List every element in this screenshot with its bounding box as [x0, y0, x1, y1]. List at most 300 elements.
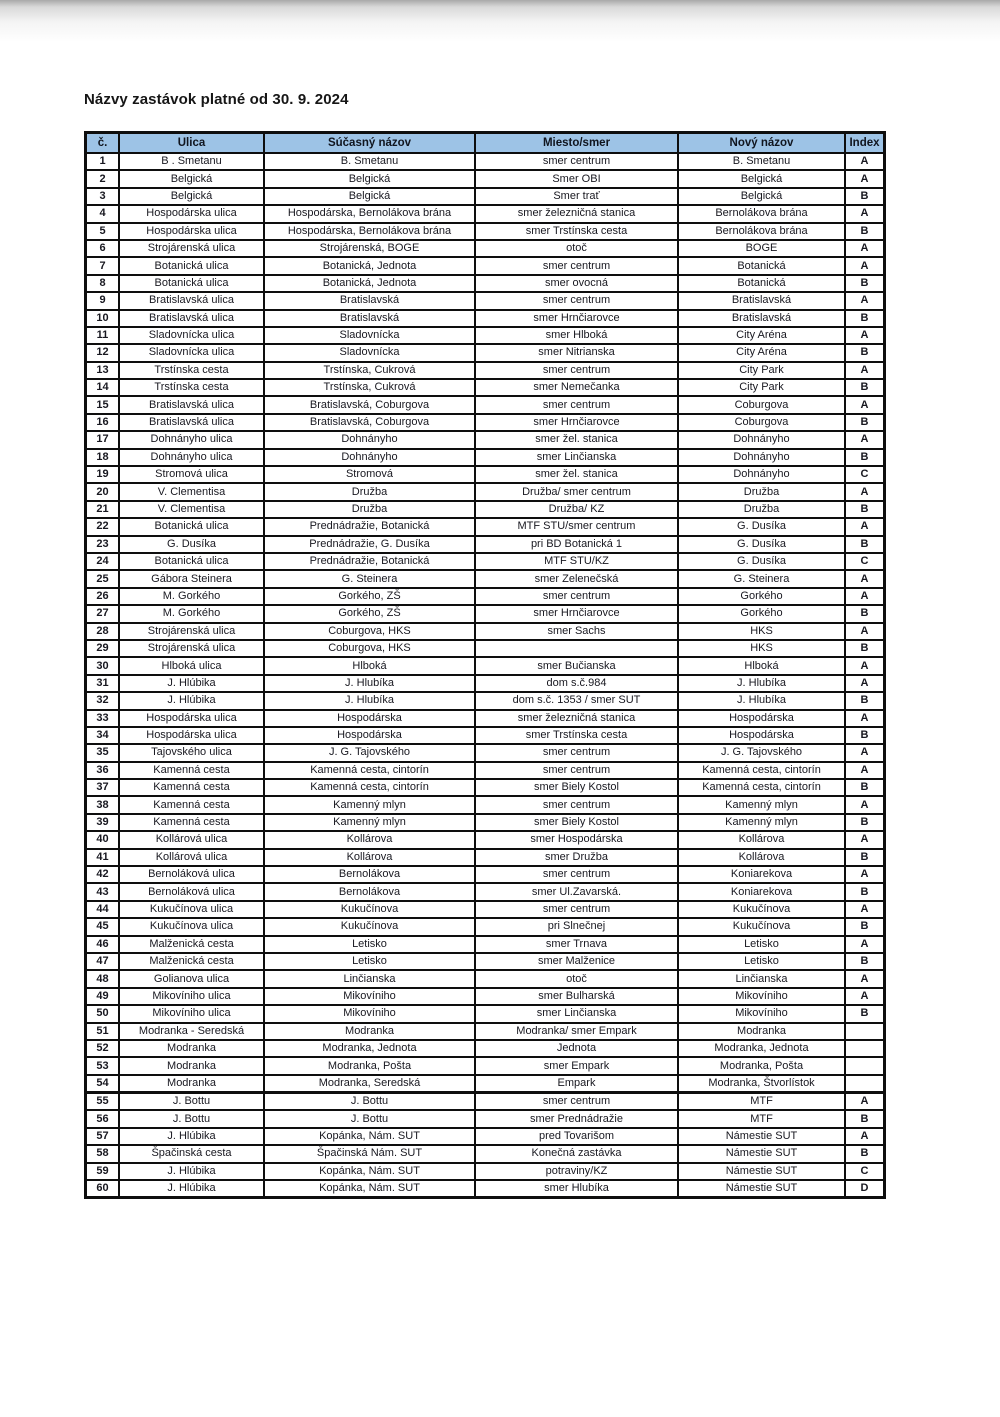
current-name-cell: Kamenná cesta, cintorín	[264, 762, 475, 779]
index-cell: A	[845, 831, 885, 848]
index-cell: B	[845, 779, 885, 796]
number-cell: 35	[86, 744, 120, 761]
new-name-cell: City Aréna	[678, 344, 845, 361]
place-direction-cell: smer Biely Kostol	[475, 779, 678, 796]
number-cell: 59	[86, 1163, 120, 1180]
number-cell: 2	[86, 170, 120, 187]
table-row	[86, 414, 885, 431]
current-name-cell: Prednádražie, G. Dusíka	[264, 536, 475, 553]
place-direction-cell: Jednota	[475, 1040, 678, 1057]
current-name-cell: Modranka, Pošta	[264, 1057, 475, 1074]
number-cell: 4	[86, 205, 120, 222]
new-name-cell: Družba	[678, 483, 845, 500]
index-cell: B	[845, 536, 885, 553]
number-cell: 44	[86, 901, 120, 918]
street-cell: Hospodárska ulica	[119, 205, 264, 222]
index-cell	[845, 1040, 885, 1057]
street-cell: J. Hlúbika	[119, 1163, 264, 1180]
place-direction-cell: otoč	[475, 240, 678, 257]
table-row	[86, 640, 885, 657]
table-row	[86, 588, 885, 605]
place-direction-cell: smer žel. stanica	[475, 466, 678, 483]
new-name-cell: J. G. Tajovského	[678, 744, 845, 761]
index-cell	[845, 1023, 885, 1040]
number-cell: 55	[86, 1093, 120, 1111]
current-name-cell: Coburgova, HKS	[264, 640, 475, 657]
new-name-cell: B. Smetanu	[678, 153, 845, 170]
header-current-name: Súčasný názov	[264, 133, 475, 154]
index-cell: A	[845, 623, 885, 640]
new-name-cell: MTF	[678, 1093, 845, 1111]
table-row	[86, 623, 885, 640]
street-cell: Malženická cesta	[119, 953, 264, 970]
new-name-cell: HKS	[678, 623, 845, 640]
number-cell: 33	[86, 710, 120, 727]
table-row	[86, 240, 885, 257]
table-row	[86, 814, 885, 831]
index-cell: B	[845, 953, 885, 970]
street-cell: Dohnányho ulica	[119, 431, 264, 448]
street-cell: Botanická ulica	[119, 553, 264, 570]
new-name-cell: City Aréna	[678, 327, 845, 344]
place-direction-cell: Smer OBI	[475, 170, 678, 187]
street-cell: Bratislavská ulica	[119, 396, 264, 413]
current-name-cell: Trstínska, Cukrová	[264, 362, 475, 379]
index-cell: C	[845, 1163, 885, 1180]
number-cell: 43	[86, 883, 120, 900]
index-cell: B	[845, 1005, 885, 1022]
street-cell: J. Bottu	[119, 1110, 264, 1127]
street-cell: Strojárenská ulica	[119, 240, 264, 257]
place-direction-cell: smer Hrnčiarovce	[475, 414, 678, 431]
street-cell: Strojárenská ulica	[119, 640, 264, 657]
table-row	[86, 396, 885, 413]
current-name-cell: Letisko	[264, 936, 475, 953]
index-cell: A	[845, 170, 885, 187]
table-row	[86, 518, 885, 535]
place-direction-cell: smer centrum	[475, 796, 678, 813]
place-direction-cell: smer Trstínska cesta	[475, 223, 678, 240]
table-row	[86, 275, 885, 292]
place-direction-cell: Empark	[475, 1075, 678, 1093]
new-name-cell: Kukučínova	[678, 918, 845, 935]
table-row	[86, 657, 885, 674]
current-name-cell: Modranka	[264, 1023, 475, 1040]
new-name-cell: Bernolákova brána	[678, 223, 845, 240]
current-name-cell: Modranka, Jednota	[264, 1040, 475, 1057]
number-cell: 36	[86, 762, 120, 779]
current-name-cell: Dohnányho	[264, 431, 475, 448]
place-direction-cell: smer Trstínska cesta	[475, 727, 678, 744]
index-cell: A	[845, 431, 885, 448]
place-direction-cell: smer Trnava	[475, 936, 678, 953]
number-cell: 28	[86, 623, 120, 640]
new-name-cell: Kollárova	[678, 831, 845, 848]
table-row	[86, 553, 885, 570]
number-cell: 47	[86, 953, 120, 970]
current-name-cell: Bratislavská, Coburgova	[264, 396, 475, 413]
new-name-cell: Kamenný mlyn	[678, 814, 845, 831]
new-name-cell: Gorkého	[678, 588, 845, 605]
new-name-cell: Letisko	[678, 936, 845, 953]
new-name-cell: Gorkého	[678, 605, 845, 622]
current-name-cell: Dohnányho	[264, 449, 475, 466]
table-row	[86, 831, 885, 848]
table-row	[86, 901, 885, 918]
table-row	[86, 1023, 885, 1040]
index-cell: B	[845, 849, 885, 866]
current-name-cell: Kollárova	[264, 831, 475, 848]
current-name-cell: J. G. Tajovského	[264, 744, 475, 761]
index-cell: A	[845, 518, 885, 535]
place-direction-cell: smer Zelenečská	[475, 570, 678, 587]
table-row	[86, 379, 885, 396]
index-cell: B	[845, 501, 885, 518]
table-row	[86, 918, 885, 935]
index-cell: B	[845, 1145, 885, 1162]
number-cell: 52	[86, 1040, 120, 1057]
new-name-cell: Coburgova	[678, 414, 845, 431]
street-cell: Belgická	[119, 170, 264, 187]
place-direction-cell: smer železničná stanica	[475, 710, 678, 727]
table-row	[86, 727, 885, 744]
street-cell: Sladovnícka ulica	[119, 344, 264, 361]
new-name-cell: Námestie SUT	[678, 1163, 845, 1180]
number-cell: 45	[86, 918, 120, 935]
table-row	[86, 970, 885, 987]
header-place-direction: Miesto/smer	[475, 133, 678, 154]
place-direction-cell: smer centrum	[475, 588, 678, 605]
place-direction-cell: smer centrum	[475, 866, 678, 883]
place-direction-cell: otoč	[475, 970, 678, 987]
current-name-cell: Gorkého, ZŠ	[264, 605, 475, 622]
table-body	[86, 153, 885, 1198]
street-cell: Strojárenská ulica	[119, 623, 264, 640]
place-direction-cell: smer Sachs	[475, 623, 678, 640]
current-name-cell: Kopánka, Nám. SUT	[264, 1128, 475, 1145]
index-cell: A	[845, 796, 885, 813]
number-cell: 16	[86, 414, 120, 431]
place-direction-cell: smer centrum	[475, 362, 678, 379]
street-cell: B . Smetanu	[119, 153, 264, 170]
place-direction-cell: smer Empark	[475, 1057, 678, 1074]
table-row	[86, 1163, 885, 1180]
street-cell: J. Hlúbika	[119, 1128, 264, 1145]
place-direction-cell: Smer trať	[475, 188, 678, 205]
new-name-cell: G. Dusíka	[678, 518, 845, 535]
index-cell: B	[845, 344, 885, 361]
table-row	[86, 327, 885, 344]
number-cell: 11	[86, 327, 120, 344]
street-cell: Golianova ulica	[119, 970, 264, 987]
place-direction-cell: pri Slnečnej	[475, 918, 678, 935]
header-index: Index	[845, 133, 885, 154]
street-cell: J. Hlúbika	[119, 1180, 264, 1198]
index-cell: B	[845, 449, 885, 466]
new-name-cell: J. Hlubíka	[678, 675, 845, 692]
index-cell: C	[845, 553, 885, 570]
index-cell: B	[845, 379, 885, 396]
table-row	[86, 1110, 885, 1127]
street-cell: Bratislavská ulica	[119, 310, 264, 327]
current-name-cell: Belgická	[264, 188, 475, 205]
table-row	[86, 536, 885, 553]
table-row	[86, 883, 885, 900]
new-name-cell: Koniarekova	[678, 883, 845, 900]
current-name-cell: Hlboká	[264, 657, 475, 674]
place-direction-cell: smer centrum	[475, 1093, 678, 1111]
current-name-cell: Kopánka, Nám. SUT	[264, 1163, 475, 1180]
street-cell: G. Dusíka	[119, 536, 264, 553]
street-cell: Kamenná cesta	[119, 762, 264, 779]
number-cell: 10	[86, 310, 120, 327]
current-name-cell: Botanická, Jednota	[264, 275, 475, 292]
street-cell: M. Gorkého	[119, 605, 264, 622]
number-cell: 46	[86, 936, 120, 953]
place-direction-cell: smer Prednádražie	[475, 1110, 678, 1127]
number-cell: 21	[86, 501, 120, 518]
number-cell: 25	[86, 570, 120, 587]
place-direction-cell: smer Linčianska	[475, 449, 678, 466]
street-cell: Mikovíniho ulica	[119, 988, 264, 1005]
table-row	[86, 344, 885, 361]
index-cell: A	[845, 1128, 885, 1145]
number-cell: 9	[86, 292, 120, 309]
number-cell: 13	[86, 362, 120, 379]
street-cell: J. Hlúbika	[119, 692, 264, 709]
place-direction-cell: smer Linčianska	[475, 1005, 678, 1022]
current-name-cell: Hospodárska, Bernolákova brána	[264, 205, 475, 222]
street-cell: Kollárová ulica	[119, 831, 264, 848]
number-cell: 41	[86, 849, 120, 866]
current-name-cell: J. Bottu	[264, 1110, 475, 1127]
new-name-cell: Modranka, Pošta	[678, 1057, 845, 1074]
index-cell: B	[845, 1110, 885, 1127]
street-cell: Gábora Steinera	[119, 570, 264, 587]
new-name-cell: Botanická	[678, 275, 845, 292]
number-cell: 53	[86, 1057, 120, 1074]
new-name-cell: Botanická	[678, 257, 845, 274]
number-cell: 23	[86, 536, 120, 553]
index-cell	[845, 1057, 885, 1074]
table-row	[86, 675, 885, 692]
new-name-cell: Linčianska	[678, 970, 845, 987]
number-cell: 40	[86, 831, 120, 848]
index-cell: A	[845, 153, 885, 170]
street-cell: Modranka	[119, 1040, 264, 1057]
table-row	[86, 153, 885, 170]
number-cell: 49	[86, 988, 120, 1005]
table-row	[86, 501, 885, 518]
new-name-cell: Hlboká	[678, 657, 845, 674]
index-cell: B	[845, 640, 885, 657]
table-header	[86, 133, 885, 154]
index-cell: B	[845, 814, 885, 831]
place-direction-cell: dom s.č.984	[475, 675, 678, 692]
street-cell: Dohnányho ulica	[119, 449, 264, 466]
table-row	[86, 1057, 885, 1074]
number-cell: 1	[86, 153, 120, 170]
number-cell: 8	[86, 275, 120, 292]
street-cell: Kukučínova ulica	[119, 918, 264, 935]
new-name-cell: Kamenná cesta, cintorín	[678, 779, 845, 796]
street-cell: Kollárová ulica	[119, 849, 264, 866]
street-cell: Stromová ulica	[119, 466, 264, 483]
place-direction-cell: potraviny/KZ	[475, 1163, 678, 1180]
street-cell: Kamenná cesta	[119, 814, 264, 831]
number-cell: 6	[86, 240, 120, 257]
number-cell: 27	[86, 605, 120, 622]
table-row	[86, 188, 885, 205]
current-name-cell: Družba	[264, 483, 475, 500]
table-row	[86, 796, 885, 813]
table-row	[86, 205, 885, 222]
new-name-cell: Modranka, Štvorlístok	[678, 1075, 845, 1093]
table-row	[86, 310, 885, 327]
current-name-cell: J. Hlubíka	[264, 692, 475, 709]
new-name-cell: Dohnányho	[678, 431, 845, 448]
table-row	[86, 449, 885, 466]
table-row	[86, 710, 885, 727]
street-cell: Špačinská cesta	[119, 1145, 264, 1162]
place-direction-cell: smer Hrnčiarovce	[475, 310, 678, 327]
street-cell: Sladovnícka ulica	[119, 327, 264, 344]
header-number: č.	[86, 133, 120, 154]
place-direction-cell: smer Nemečanka	[475, 379, 678, 396]
new-name-cell: Mikovíniho	[678, 1005, 845, 1022]
street-cell: Hospodárska ulica	[119, 710, 264, 727]
index-cell: A	[845, 327, 885, 344]
place-direction-cell: MTF STU/smer centrum	[475, 518, 678, 535]
current-name-cell: Bratislavská, Coburgova	[264, 414, 475, 431]
index-cell: A	[845, 970, 885, 987]
place-direction-cell: Družba/ smer centrum	[475, 483, 678, 500]
index-cell: A	[845, 362, 885, 379]
new-name-cell: Koniarekova	[678, 866, 845, 883]
new-name-cell: Dohnányho	[678, 449, 845, 466]
new-name-cell: Kamenný mlyn	[678, 796, 845, 813]
new-name-cell: BOGE	[678, 240, 845, 257]
index-cell: A	[845, 1093, 885, 1111]
index-cell: A	[845, 901, 885, 918]
index-cell: B	[845, 414, 885, 431]
street-cell: M. Gorkého	[119, 588, 264, 605]
index-cell: B	[845, 918, 885, 935]
current-name-cell: Hospodárska	[264, 710, 475, 727]
new-name-cell: City Park	[678, 362, 845, 379]
table-row	[86, 762, 885, 779]
street-cell: Modranka	[119, 1075, 264, 1093]
current-name-cell: Mikovíniho	[264, 1005, 475, 1022]
street-cell: Bernoláková ulica	[119, 866, 264, 883]
number-cell: 24	[86, 553, 120, 570]
index-cell: B	[845, 605, 885, 622]
current-name-cell: Kukučínova	[264, 918, 475, 935]
table-row	[86, 1128, 885, 1145]
new-name-cell: Bernolákova brána	[678, 205, 845, 222]
table-row	[86, 936, 885, 953]
current-name-cell: Stromová	[264, 466, 475, 483]
new-name-cell: Námestie SUT	[678, 1145, 845, 1162]
number-cell: 56	[86, 1110, 120, 1127]
current-name-cell: Bernolákova	[264, 866, 475, 883]
new-name-cell: MTF	[678, 1110, 845, 1127]
street-cell: Kamenná cesta	[119, 796, 264, 813]
table-row	[86, 1005, 885, 1022]
table-row	[86, 1075, 885, 1093]
number-cell: 17	[86, 431, 120, 448]
number-cell: 48	[86, 970, 120, 987]
current-name-cell: Botanická, Jednota	[264, 257, 475, 274]
number-cell: 60	[86, 1180, 120, 1198]
index-cell: A	[845, 205, 885, 222]
index-cell	[845, 1075, 885, 1093]
current-name-cell: Kollárova	[264, 849, 475, 866]
header-new-name: Nový názov	[678, 133, 845, 154]
place-direction-cell: smer Bučianska	[475, 657, 678, 674]
number-cell: 38	[86, 796, 120, 813]
number-cell: 26	[86, 588, 120, 605]
street-cell: Tajovského ulica	[119, 744, 264, 761]
index-cell: A	[845, 675, 885, 692]
number-cell: 34	[86, 727, 120, 744]
number-cell: 14	[86, 379, 120, 396]
page-title: Názvy zastávok platné od 30. 9. 2024	[84, 91, 349, 108]
table-row	[86, 431, 885, 448]
table-row	[86, 1145, 885, 1162]
new-name-cell: Kollárova	[678, 849, 845, 866]
index-cell: C	[845, 466, 885, 483]
index-cell: A	[845, 483, 885, 500]
index-cell: A	[845, 710, 885, 727]
table-row	[86, 257, 885, 274]
index-cell: A	[845, 762, 885, 779]
current-name-cell: Kamenný mlyn	[264, 796, 475, 813]
index-cell: B	[845, 188, 885, 205]
street-cell: V. Clementisa	[119, 483, 264, 500]
index-cell: A	[845, 396, 885, 413]
number-cell: 57	[86, 1128, 120, 1145]
current-name-cell: Hospodárska	[264, 727, 475, 744]
place-direction-cell: smer centrum	[475, 762, 678, 779]
place-direction-cell: smer centrum	[475, 257, 678, 274]
street-cell: Botanická ulica	[119, 518, 264, 535]
table-row	[86, 466, 885, 483]
number-cell: 30	[86, 657, 120, 674]
number-cell: 39	[86, 814, 120, 831]
current-name-cell: Kamenná cesta, cintorín	[264, 779, 475, 796]
new-name-cell: Letisko	[678, 953, 845, 970]
current-name-cell: Trstínska, Cukrová	[264, 379, 475, 396]
place-direction-cell: pri BD Botanická 1	[475, 536, 678, 553]
number-cell: 54	[86, 1075, 120, 1093]
place-direction-cell: smer centrum	[475, 901, 678, 918]
new-name-cell: Hospodárska	[678, 710, 845, 727]
number-cell: 19	[86, 466, 120, 483]
number-cell: 50	[86, 1005, 120, 1022]
current-name-cell: Letisko	[264, 953, 475, 970]
street-cell: J. Bottu	[119, 1093, 264, 1111]
place-direction-cell: smer centrum	[475, 153, 678, 170]
number-cell: 37	[86, 779, 120, 796]
index-cell: B	[845, 275, 885, 292]
place-direction-cell: smer centrum	[475, 396, 678, 413]
stops-table	[84, 131, 886, 1199]
new-name-cell: G. Steinera	[678, 570, 845, 587]
street-cell: Mikovíniho ulica	[119, 1005, 264, 1022]
page-edge-shadow	[0, 0, 1000, 42]
current-name-cell: Prednádražie, Botanická	[264, 518, 475, 535]
